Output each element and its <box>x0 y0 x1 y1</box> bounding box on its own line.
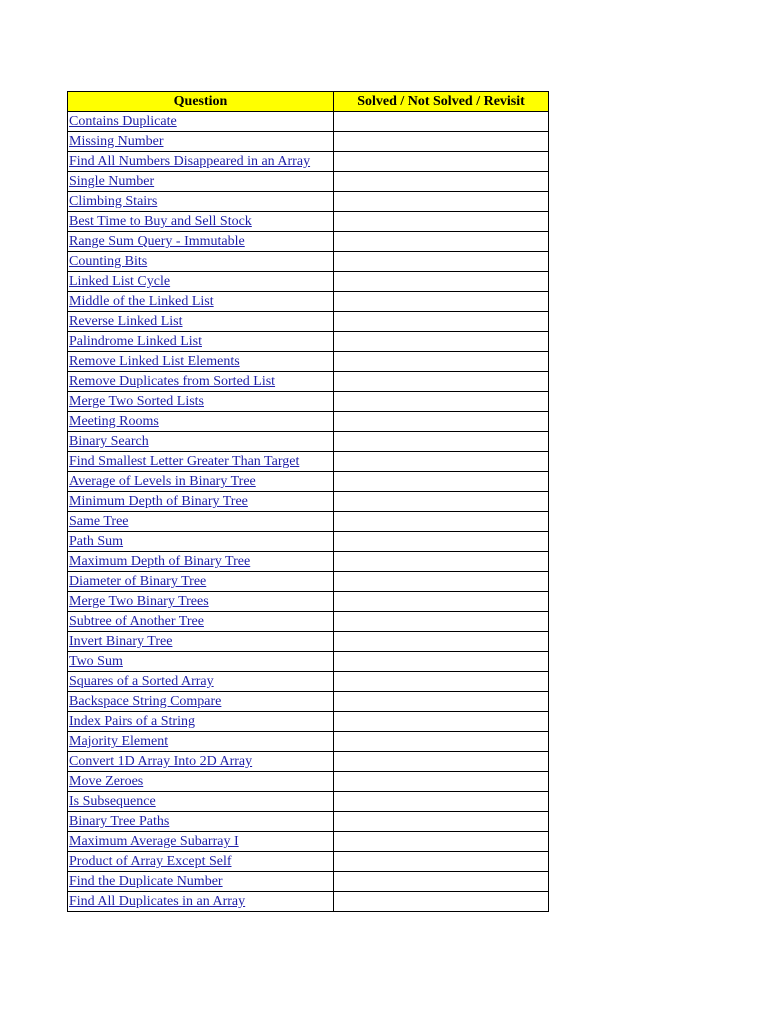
question-cell <box>68 812 334 832</box>
status-cell[interactable] <box>334 832 549 852</box>
question-link[interactable]: Middle of the Linked List <box>69 294 214 309</box>
question-link[interactable]: Majority Element <box>69 734 169 749</box>
status-cell[interactable] <box>334 372 549 392</box>
status-cell[interactable] <box>334 172 549 192</box>
table-row <box>68 692 549 712</box>
question-cell <box>68 252 334 272</box>
question-link[interactable]: Invert Binary Tree <box>69 634 173 649</box>
question-cell <box>68 432 334 452</box>
question-cell <box>68 172 334 192</box>
question-link[interactable]: Path Sum <box>69 534 124 549</box>
question-link[interactable]: Counting Bits <box>69 254 148 269</box>
table-row <box>68 312 549 332</box>
status-cell[interactable] <box>334 232 549 252</box>
question-link[interactable]: Binary Search <box>69 434 149 449</box>
table-row <box>68 552 549 572</box>
question-link[interactable]: Find the Duplicate Number <box>69 874 223 889</box>
question-cell <box>68 752 334 772</box>
question-cell <box>68 292 334 312</box>
table-row <box>68 192 549 212</box>
question-cell <box>68 212 334 232</box>
question-cell <box>68 732 334 752</box>
question-cell <box>68 552 334 572</box>
question-cell <box>68 832 334 852</box>
status-column-header: Solved / Not Solved / Revisit <box>334 92 549 112</box>
question-cell <box>68 372 334 392</box>
table-row <box>68 652 549 672</box>
status-cell[interactable] <box>334 332 549 352</box>
table-row <box>68 852 549 872</box>
question-cell <box>68 712 334 732</box>
question-link[interactable]: Missing Number <box>69 134 164 149</box>
table-row <box>68 272 549 292</box>
table-row <box>68 472 549 492</box>
question-link[interactable]: Meeting Rooms <box>69 414 159 429</box>
question-link[interactable]: Maximum Average Subarray I <box>69 834 239 849</box>
table-row <box>68 532 549 552</box>
table-row <box>68 812 549 832</box>
status-cell[interactable] <box>334 692 549 712</box>
question-cell <box>68 512 334 532</box>
table-row <box>68 732 549 752</box>
table-row <box>68 892 549 912</box>
question-cell <box>68 132 334 152</box>
status-cell[interactable] <box>334 412 549 432</box>
table-row <box>68 392 549 412</box>
status-cell[interactable] <box>334 472 549 492</box>
table-row <box>68 112 549 132</box>
question-cell <box>68 692 334 712</box>
question-link[interactable]: Find All Numbers Disappeared in an Array <box>69 154 311 169</box>
question-link[interactable]: Range Sum Query - Immutable <box>69 234 245 249</box>
question-cell <box>68 272 334 292</box>
question-cell <box>68 672 334 692</box>
question-tracker-table <box>67 91 549 912</box>
question-link[interactable]: Average of Levels in Binary Tree <box>69 474 256 489</box>
status-cell[interactable] <box>334 712 549 732</box>
question-link[interactable]: Remove Linked List Elements <box>69 354 240 369</box>
status-cell[interactable] <box>334 592 549 612</box>
question-link[interactable]: Merge Two Sorted Lists <box>69 394 204 409</box>
table-row <box>68 592 549 612</box>
status-cell[interactable] <box>334 432 549 452</box>
question-cell <box>68 452 334 472</box>
status-cell[interactable] <box>334 192 549 212</box>
question-cell <box>68 112 334 132</box>
question-link[interactable]: Single Number <box>69 174 155 189</box>
status-cell[interactable] <box>334 312 549 332</box>
question-link[interactable]: Reverse Linked List <box>69 314 183 329</box>
table-row <box>68 832 549 852</box>
question-link[interactable]: Merge Two Binary Trees <box>69 594 209 609</box>
question-cell <box>68 632 334 652</box>
status-cell[interactable] <box>334 672 549 692</box>
status-cell[interactable] <box>334 492 549 512</box>
table-row <box>68 252 549 272</box>
status-cell[interactable] <box>334 212 549 232</box>
status-cell[interactable] <box>334 132 549 152</box>
status-cell[interactable] <box>334 812 549 832</box>
question-cell <box>68 152 334 172</box>
table-row <box>68 632 549 652</box>
question-cell <box>68 652 334 672</box>
status-cell[interactable] <box>334 272 549 292</box>
question-link[interactable]: Convert 1D Array Into 2D Array <box>69 754 253 769</box>
question-cell <box>68 352 334 372</box>
status-cell[interactable] <box>334 732 549 752</box>
table-row <box>68 432 549 452</box>
table-row <box>68 352 549 372</box>
status-cell[interactable] <box>334 352 549 372</box>
question-cell <box>68 592 334 612</box>
status-cell[interactable] <box>334 532 549 552</box>
question-link[interactable]: Linked List Cycle <box>69 274 171 289</box>
status-cell[interactable] <box>334 652 549 672</box>
question-link[interactable]: Find Smallest Letter Greater Than Target <box>69 454 300 469</box>
status-cell[interactable] <box>334 112 549 132</box>
status-cell[interactable] <box>334 552 549 572</box>
table-row <box>68 772 549 792</box>
table-row <box>68 572 549 592</box>
question-cell <box>68 792 334 812</box>
table-row <box>68 492 549 512</box>
status-cell[interactable] <box>334 452 549 472</box>
table-row <box>68 132 549 152</box>
table-row <box>68 612 549 632</box>
table-row <box>68 712 549 732</box>
table-row <box>68 672 549 692</box>
status-cell[interactable] <box>334 752 549 772</box>
question-cell <box>68 312 334 332</box>
status-cell[interactable] <box>334 392 549 412</box>
question-link[interactable]: Product of Array Except Self <box>69 854 232 869</box>
question-cell <box>68 192 334 212</box>
table-row <box>68 332 549 352</box>
question-link[interactable]: Binary Tree Paths <box>69 814 170 829</box>
question-cell <box>68 852 334 872</box>
status-cell[interactable] <box>334 632 549 652</box>
status-cell[interactable] <box>334 772 549 792</box>
question-cell <box>68 492 334 512</box>
table-row <box>68 512 549 532</box>
status-cell[interactable] <box>334 252 549 272</box>
question-cell <box>68 232 334 252</box>
question-link[interactable]: Maximum Depth of Binary Tree <box>69 554 251 569</box>
question-cell <box>68 892 334 912</box>
table-row <box>68 752 549 772</box>
question-cell <box>68 392 334 412</box>
question-link[interactable]: Minimum Depth of Binary Tree <box>69 494 248 509</box>
status-cell[interactable] <box>334 852 549 872</box>
question-cell <box>68 772 334 792</box>
status-cell[interactable] <box>334 572 549 592</box>
table-row <box>68 232 549 252</box>
table-row <box>68 452 549 472</box>
table-row <box>68 212 549 232</box>
status-cell[interactable] <box>334 892 549 912</box>
question-link[interactable]: Best Time to Buy and Sell Stock <box>69 214 252 229</box>
question-cell <box>68 412 334 432</box>
question-cell <box>68 572 334 592</box>
status-cell[interactable] <box>334 152 549 172</box>
table-row <box>68 872 549 892</box>
question-column-header: Question <box>68 92 334 112</box>
status-cell[interactable] <box>334 612 549 632</box>
question-link[interactable]: Subtree of Another Tree <box>69 614 204 629</box>
question-cell <box>68 532 334 552</box>
question-link[interactable]: Climbing Stairs <box>69 194 158 209</box>
table-row <box>68 792 549 812</box>
question-link[interactable]: Squares of a Sorted Array <box>69 674 214 689</box>
table-row <box>68 172 549 192</box>
status-cell[interactable] <box>334 792 549 812</box>
question-cell <box>68 332 334 352</box>
question-link[interactable]: Find All Duplicates in an Array <box>69 894 246 909</box>
table-row <box>68 412 549 432</box>
table-row <box>68 372 549 392</box>
question-cell <box>68 872 334 892</box>
question-link[interactable]: Two Sum <box>69 654 123 669</box>
question-link[interactable]: Index Pairs of a String <box>69 714 195 729</box>
status-cell[interactable] <box>334 512 549 532</box>
question-link[interactable]: Is Subsequence <box>69 794 156 809</box>
question-link[interactable]: Palindrome Linked List <box>69 334 202 349</box>
question-link[interactable]: Backspace String Compare <box>69 694 222 709</box>
table-row <box>68 292 549 312</box>
question-link[interactable]: Move Zeroes <box>69 774 144 789</box>
question-link[interactable]: Contains Duplicate <box>69 114 177 129</box>
question-link[interactable]: Same Tree <box>69 514 129 529</box>
question-link[interactable]: Diameter of Binary Tree <box>69 574 207 589</box>
question-cell <box>68 472 334 492</box>
question-link[interactable]: Remove Duplicates from Sorted List <box>69 374 276 389</box>
header-row <box>68 92 549 112</box>
question-cell <box>68 612 334 632</box>
status-cell[interactable] <box>334 872 549 892</box>
table-row <box>68 152 549 172</box>
status-cell[interactable] <box>334 292 549 312</box>
